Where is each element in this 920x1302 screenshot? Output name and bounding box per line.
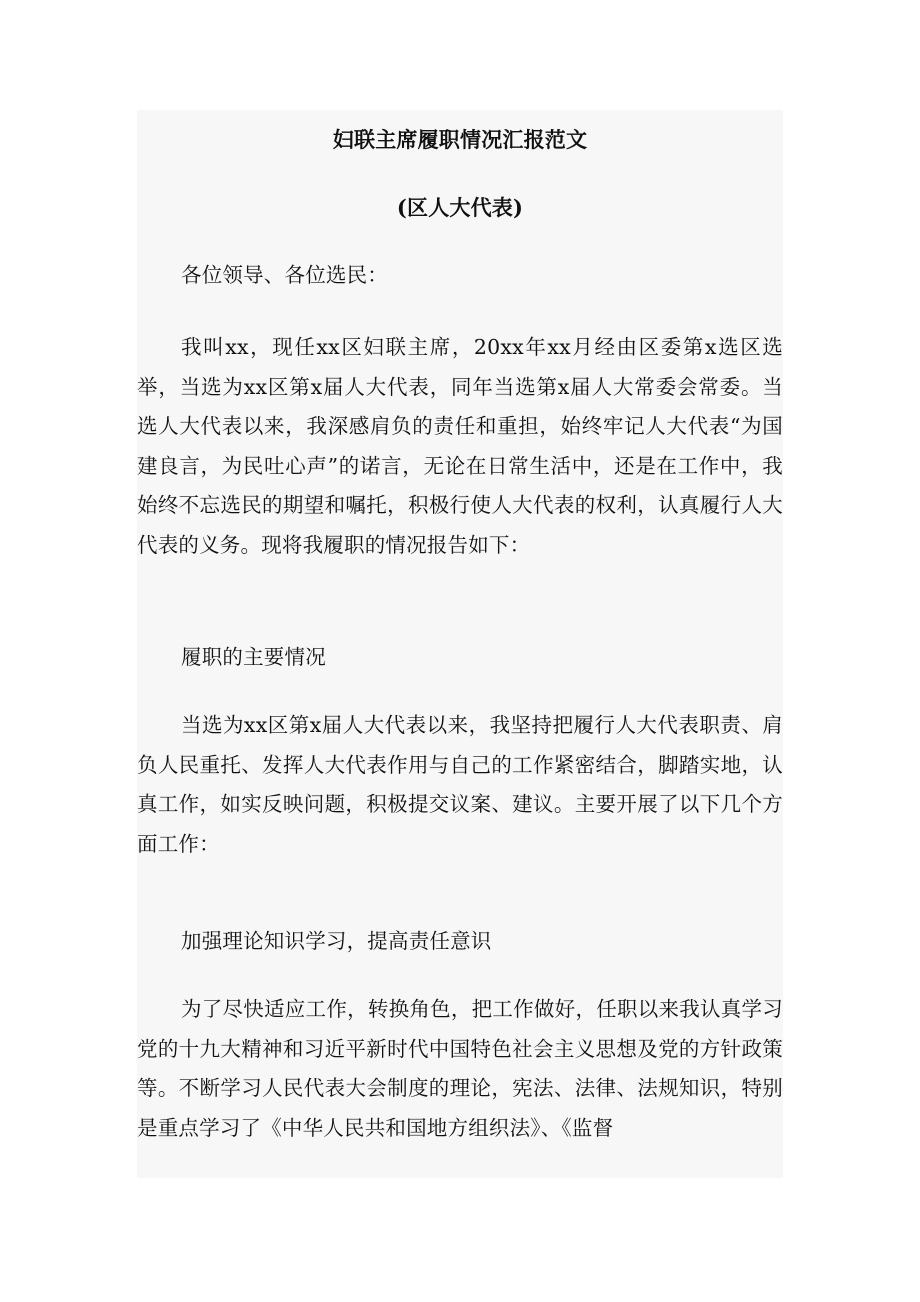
salutation: 各位领导、各位选民： — [181, 263, 388, 287]
paragraph-main-situation: 当选为xx区第x届人大代表以来，我坚持把履行人大代表职责、肩负人民重托、发挥人大代表作用与自己的工作紧密结合，脚踏实地，认真工作，如实反映问题，积极提交议案、建议。主要开展了以下几个方面工作： — [137, 713, 783, 856]
paragraph-intro: 我叫xx，现任xx区妇联主席，20xx年xx月经由区委第x选区选举，当选为xx区第x届人大代表，同年当选第x届人大常委会常委。当选人大代表以来，我深感肩负的责任和重担，始终牢记人大代表“为国建良言，为民吐心声”的诺言，无论在日常生活中，还是在工作中，我始终不忘选民的期望和嘱托，积极行使人大代表的权利，认真履行人大代表的义务。现将我履职的情况报告如下： — [137, 335, 783, 557]
document-subtitle: (区人大代表) — [396, 195, 524, 220]
section-heading-main-situation: 履职的主要情况 — [181, 645, 326, 669]
document-page — [137, 110, 783, 1178]
paragraph-theory-study: 为了尽快适应工作，转换角色，把工作做好，任职以来我认真学习党的十九大精神和习近平新时代中国特色社会主义思想及党的方针政策等。不断学习人民代表大会制度的理论，宪法、法律、法规知识，特别是重点学习了《中华人民共和国地方组织法》、《监督 — [137, 997, 783, 1140]
document-title: 妇联主席履职情况汇报范文 — [332, 127, 588, 152]
section-heading-theory-study: 加强理论知识学习，提高责任意识 — [181, 929, 492, 953]
